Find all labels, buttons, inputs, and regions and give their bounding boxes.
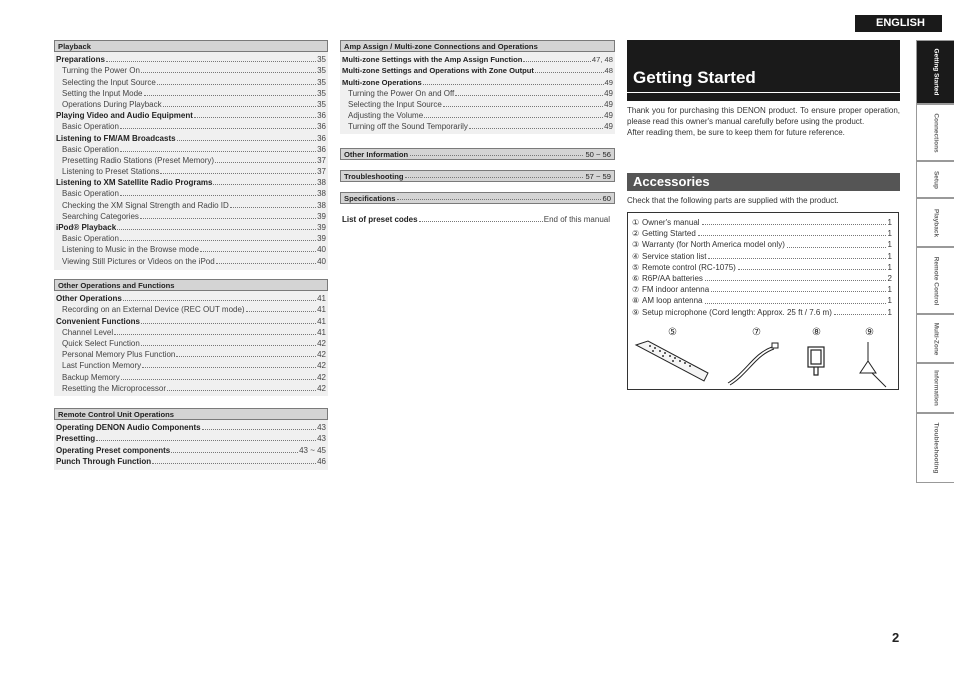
toc-entry-page: 46	[317, 456, 326, 466]
toc-box-label: Other Information	[344, 150, 409, 159]
toc-entry	[54, 383, 328, 394]
toc-entry-title: Backup Memory	[62, 372, 120, 382]
accessory-number: ①	[632, 218, 640, 227]
toc-entry	[54, 110, 328, 121]
toc-remote-control-header: Remote Control Unit Operations	[54, 408, 328, 420]
toc-entry-title: Playing Video and Audio Equipment	[56, 111, 193, 121]
toc-entry-page: 48	[604, 66, 613, 76]
side-tabs	[916, 40, 954, 483]
toc-leader	[202, 429, 317, 430]
toc-entry	[340, 99, 615, 110]
toc-entry-title: Listening to FM/AM Broadcasts	[56, 133, 176, 143]
accessory-name: Getting Started	[642, 229, 696, 239]
toc-entry-title: Multi-zone Settings and Operations with Zone Output	[342, 66, 534, 76]
toc-entry-page: 35	[317, 77, 326, 87]
accessory-item	[628, 251, 898, 262]
pic-label-microphone: ⑨	[865, 327, 874, 338]
side-tab-label: Playback	[932, 208, 940, 237]
toc-leader	[246, 311, 317, 312]
toc-entry	[340, 65, 615, 76]
accessory-qty: 1	[887, 262, 892, 272]
toc-leader	[114, 334, 316, 335]
accessory-leader	[698, 228, 886, 236]
toc-entry-title: Presetting Radio Stations (Preset Memory)	[62, 155, 215, 165]
toc-entry	[54, 211, 328, 222]
toc-entry-title: Presetting	[56, 434, 96, 444]
toc-entry	[54, 360, 328, 371]
side-tab-remote-control[interactable]	[916, 247, 954, 314]
toc-leader	[423, 84, 604, 85]
accessory-name: R6P/AA batteries	[642, 273, 703, 283]
toc-entry-title: Turning off the Sound Temporarily	[348, 122, 468, 132]
toc-leader	[523, 61, 590, 62]
toc-leader	[120, 240, 316, 241]
fm-antenna-icon	[728, 343, 778, 385]
accessory-number: ⑤	[632, 262, 640, 272]
accessory-item	[628, 262, 898, 273]
toc-entry	[54, 315, 328, 326]
toc-leader	[141, 345, 316, 346]
accessory-leader	[738, 262, 886, 270]
accessories-title: Accessories	[633, 174, 710, 189]
toc-other-operations	[54, 279, 328, 396]
toc-entry-page: 37	[317, 167, 326, 177]
intro-paragraph: Thank you for purchasing this DENON product. To ensure proper operation, please read this owner's manual carefully before using the product.	[627, 106, 900, 126]
toc-leader	[106, 61, 316, 62]
toc-entry-title: Checking the XM Signal Strength and Radio ID	[62, 200, 229, 210]
toc-entry-page: 43	[317, 434, 326, 444]
accessory-leader	[708, 251, 885, 259]
remote-control-icon	[636, 341, 708, 381]
side-tab-troubleshooting[interactable]	[916, 413, 954, 483]
toc-entry	[54, 456, 328, 467]
accessory-qty: 1	[887, 307, 892, 317]
toc-leader	[424, 117, 603, 118]
toc-entry-title: Selecting the Input Source	[348, 99, 442, 109]
toc-entry-title: Operations During Playback	[62, 99, 162, 109]
toc-entry-page: 35	[317, 66, 326, 76]
toc-entry-page: 39	[317, 211, 326, 221]
toc-leader	[157, 84, 316, 85]
toc-leader	[230, 207, 316, 208]
toc-entry-title: Basic Operation	[62, 122, 119, 132]
accessory-number: ③	[632, 240, 640, 250]
toc-entry-title: Listening to Preset Stations	[62, 167, 160, 177]
toc-entry	[54, 433, 328, 444]
toc-entry	[54, 349, 328, 360]
toc-amp-assign	[340, 40, 615, 134]
toc-leader	[167, 390, 316, 391]
toc-entry	[340, 76, 615, 87]
toc-entry-title: Operating DENON Audio Components	[56, 423, 201, 433]
accessory-leader	[711, 284, 885, 292]
accessories-box	[627, 212, 899, 390]
setup-microphone-icon	[860, 342, 886, 387]
toc-entry-title: Turning the Power On	[62, 66, 140, 76]
toc-entry	[54, 65, 328, 76]
accessory-qty: 1	[887, 251, 892, 261]
side-tab-label: Multi-Zone	[932, 322, 940, 355]
toc-leader	[120, 195, 316, 196]
accessory-number: ⑧	[632, 296, 640, 306]
accessory-qty: 1	[887, 285, 892, 295]
toc-entry	[340, 54, 615, 65]
toc-entry-page: 39	[317, 223, 326, 232]
toc-leader	[141, 323, 316, 324]
accessory-name: Remote control (RC-1075)	[642, 262, 736, 272]
getting-started-rule	[627, 92, 900, 93]
toc-entry-title: Last Function Memory	[62, 361, 142, 371]
toc-remote-control	[54, 408, 328, 470]
toc-entry-page: 42	[317, 338, 326, 348]
accessory-item	[628, 307, 898, 318]
accessory-number: ②	[632, 229, 640, 239]
toc-box-other-information	[340, 148, 615, 160]
accessory-leader	[705, 273, 886, 281]
toc-amp-assign-header: Amp Assign / Multi-zone Connections and Operations	[340, 40, 615, 52]
toc-entry-title: Quick Select Function	[62, 338, 140, 348]
toc-entry-page: 36	[317, 111, 326, 121]
toc-entry	[54, 155, 328, 166]
toc-entry	[54, 76, 328, 87]
toc-box-page: 60	[602, 194, 611, 203]
toc-entry-title: Multi-zone Operations	[342, 77, 422, 87]
side-tab-label: Remote Control	[932, 256, 940, 305]
toc-entry-page: 38	[317, 178, 326, 188]
toc-entry-title: Multi-zone Settings with the Amp Assign Function	[342, 55, 523, 65]
toc-entry-title: Preparations	[56, 55, 105, 65]
accessory-qty: 1	[887, 229, 892, 239]
toc-entry-title: Basic Operation	[62, 234, 119, 244]
side-tab-getting-started[interactable]	[916, 40, 954, 104]
toc-box-label: Specifications	[344, 194, 396, 203]
toc-entry-title: Basic Operation	[62, 189, 119, 199]
toc-playback-header: Playback	[54, 40, 328, 52]
toc-entry	[54, 54, 328, 65]
accessory-number: ⑨	[632, 307, 640, 317]
toc-entry	[54, 88, 328, 99]
toc-entry-page: 42	[317, 361, 326, 371]
toc-leader	[142, 367, 316, 368]
accessory-name: AM loop antenna	[642, 296, 703, 306]
toc-entry	[54, 132, 328, 143]
pic-label-remote: ⑤	[668, 327, 677, 338]
accessory-item	[628, 217, 898, 228]
accessory-qty: 1	[887, 218, 892, 227]
toc-entry	[54, 371, 328, 382]
toc-entry	[54, 244, 328, 255]
toc-entry-page: 40	[317, 245, 326, 255]
accessory-leader	[702, 217, 886, 225]
toc-entry	[54, 422, 328, 433]
toc-entry-title: Adjusting the Volume	[348, 111, 424, 121]
side-tab-connections[interactable]	[916, 104, 954, 161]
side-tab-label: Getting Started	[932, 48, 940, 96]
getting-started-title: Getting Started	[633, 68, 756, 87]
page-number: 2	[892, 630, 900, 645]
toc-entry-title: Setting the Input Mode	[62, 88, 143, 98]
toc-leader	[123, 300, 316, 301]
accessory-number: ④	[632, 251, 640, 261]
accessory-item	[628, 239, 898, 250]
toc-preset-codes	[340, 214, 612, 225]
toc-leader	[455, 95, 603, 96]
accessory-item	[628, 295, 898, 306]
toc-entry-title: Turning the Power On and Off	[348, 88, 455, 98]
accessory-number: ⑥	[632, 273, 640, 283]
toc-leader	[213, 184, 316, 185]
toc-entry-page: 43 ~ 45	[299, 445, 326, 455]
pic-label-fm-antenna: ⑦	[752, 327, 761, 338]
accessory-name: Setup microphone (Cord length: Approx. 25 ft / 7.6 m)	[642, 307, 832, 317]
toc-entry-page: 35	[317, 88, 326, 98]
toc-entry	[54, 304, 328, 315]
side-tab-setup[interactable]	[916, 161, 954, 198]
toc-entry-page: 40	[317, 256, 326, 266]
toc-entry-title: Selecting the Input Source	[62, 77, 156, 87]
toc-entry-title: Punch Through Function	[56, 456, 152, 466]
toc-entry-title: iPod® Playback	[56, 223, 117, 232]
language-tab: ENGLISH	[855, 15, 942, 32]
toc-leader	[117, 229, 316, 230]
accessory-name: Owner's manual	[642, 218, 700, 227]
toc-entry-page: 49	[604, 122, 613, 132]
toc-playback	[54, 40, 328, 270]
toc-leader	[121, 379, 316, 380]
toc-entry	[54, 144, 328, 155]
toc-entry-page: 49	[604, 88, 613, 98]
toc-entry	[340, 121, 615, 132]
toc-box-troubleshooting	[340, 170, 615, 182]
toc-entry	[54, 188, 328, 199]
toc-entry-page: 42	[317, 372, 326, 382]
side-tab-multi-zone[interactable]	[916, 314, 954, 363]
toc-entry-title: Recording on an External Device (REC OUT mode)	[62, 305, 245, 315]
accessory-name: Warranty (for North America model only)	[642, 240, 785, 250]
toc-entry-page: 41	[317, 305, 326, 315]
am-loop-antenna-icon	[808, 347, 824, 375]
toc-leader	[216, 263, 316, 264]
accessory-item	[628, 284, 898, 295]
toc-leader	[443, 106, 603, 107]
toc-entry	[340, 110, 615, 121]
toc-entry-page: 37	[317, 155, 326, 165]
toc-entry-page: 47, 48	[591, 55, 613, 65]
accessory-qty: 1	[887, 240, 892, 250]
toc-entry-title: Resetting the Microprocessor	[62, 383, 167, 393]
toc-entry-page: 36	[317, 122, 326, 132]
toc-entry-page: 38	[317, 200, 326, 210]
side-tab-label: Setup	[932, 170, 940, 189]
toc-leader	[140, 218, 316, 219]
accessory-qty: 1	[887, 296, 892, 306]
toc-box-page: 57 ~ 59	[585, 172, 611, 181]
toc-entry-title: Operating Preset components	[56, 445, 171, 455]
accessory-number: ⑦	[632, 285, 640, 295]
toc-entry-page: 49	[604, 77, 613, 87]
toc-entry	[54, 444, 328, 455]
intro-paragraph-2: After reading them, be sure to keep them for future reference.	[627, 128, 845, 137]
toc-entry-page: 42	[317, 383, 326, 393]
toc-entry-title: Listening to XM Satellite Radio Programs	[56, 178, 213, 188]
toc-entry-title: Listening to Music in the Browse mode	[62, 245, 199, 255]
toc-entry-page: 36	[317, 133, 326, 143]
toc-entry-title: Convenient Functions	[56, 316, 140, 326]
toc-entry-page: 43	[317, 423, 326, 433]
toc-box-page: 50 ~ 56	[585, 150, 611, 159]
toc-leader	[215, 162, 316, 163]
toc-entry-page: 42	[317, 350, 326, 360]
toc-entry-page: 35	[317, 55, 326, 65]
side-tab-label: Connections	[932, 112, 940, 153]
toc-leader	[120, 128, 316, 129]
accessory-leader	[787, 239, 886, 247]
toc-box-label: Troubleshooting	[344, 172, 404, 181]
toc-entry	[54, 338, 328, 349]
toc-leader	[177, 140, 317, 141]
toc-entry	[54, 99, 328, 110]
toc-entry	[54, 166, 328, 177]
toc-entry-title: Viewing Still Pictures or Videos on the iPod	[62, 256, 215, 266]
toc-entry-page: 49	[604, 111, 613, 121]
pic-label-am-antenna: ⑧	[812, 327, 821, 338]
accessory-name: Service station list	[642, 251, 707, 261]
accessory-item	[628, 228, 898, 239]
toc-entry-title: Personal Memory Plus Function	[62, 350, 176, 360]
accessory-item	[628, 273, 898, 284]
toc-leader	[163, 106, 316, 107]
toc-leader	[194, 117, 316, 118]
accessories-illustration	[628, 337, 898, 389]
toc-entry-page: 38	[317, 189, 326, 199]
side-tab-label: Troubleshooting	[932, 422, 940, 474]
toc-leader	[96, 440, 316, 441]
accessory-leader	[705, 295, 886, 303]
preset-codes-label: List of preset codes	[342, 215, 418, 225]
toc-other-operations-header: Other Operations and Functions	[54, 279, 328, 291]
toc-entry	[54, 121, 328, 132]
toc-entry	[54, 199, 328, 210]
toc-entry-title: Basic Operation	[62, 144, 119, 154]
accessory-name: FM indoor antenna	[642, 285, 710, 295]
toc-entry-page: 41	[317, 316, 326, 326]
toc-entry-page: 41	[317, 294, 326, 304]
side-tab-playback[interactable]	[916, 198, 954, 247]
toc-entry	[54, 327, 328, 338]
toc-entry	[54, 222, 328, 233]
toc-entry-page: 36	[317, 144, 326, 154]
toc-entry-title: Searching Categories	[62, 211, 139, 221]
side-tab-information[interactable]	[916, 363, 954, 413]
toc-entry-title: Channel Level	[62, 327, 114, 337]
toc-entry-page: 41	[317, 327, 326, 337]
toc-leader	[535, 72, 604, 73]
toc-leader	[144, 95, 317, 96]
toc-entry	[54, 177, 328, 188]
toc-entry	[54, 293, 328, 304]
toc-entry-page: 49	[604, 99, 613, 109]
toc-leader	[200, 251, 316, 252]
accessory-qty: 2	[887, 273, 892, 283]
toc-box-specifications	[340, 192, 615, 204]
toc-leader	[469, 128, 603, 129]
toc-entry	[54, 233, 328, 244]
toc-leader	[176, 356, 316, 357]
toc-leader	[120, 151, 316, 152]
toc-leader	[141, 72, 316, 73]
toc-entry-page: 39	[317, 234, 326, 244]
toc-entry	[340, 88, 615, 99]
accessories-check-text: Check that the following parts are supplied with the product.	[627, 196, 839, 205]
toc-leader	[152, 463, 316, 464]
toc-entry-title: Other Operations	[56, 294, 122, 304]
toc-leader	[160, 173, 316, 174]
toc-leader	[171, 452, 298, 453]
intro-text	[627, 105, 900, 138]
accessory-leader	[834, 307, 886, 315]
side-tab-label: Information	[932, 370, 940, 406]
preset-codes-page: End of this manual	[543, 215, 610, 225]
toc-entry-page: 35	[317, 99, 326, 109]
toc-entry	[54, 255, 328, 266]
